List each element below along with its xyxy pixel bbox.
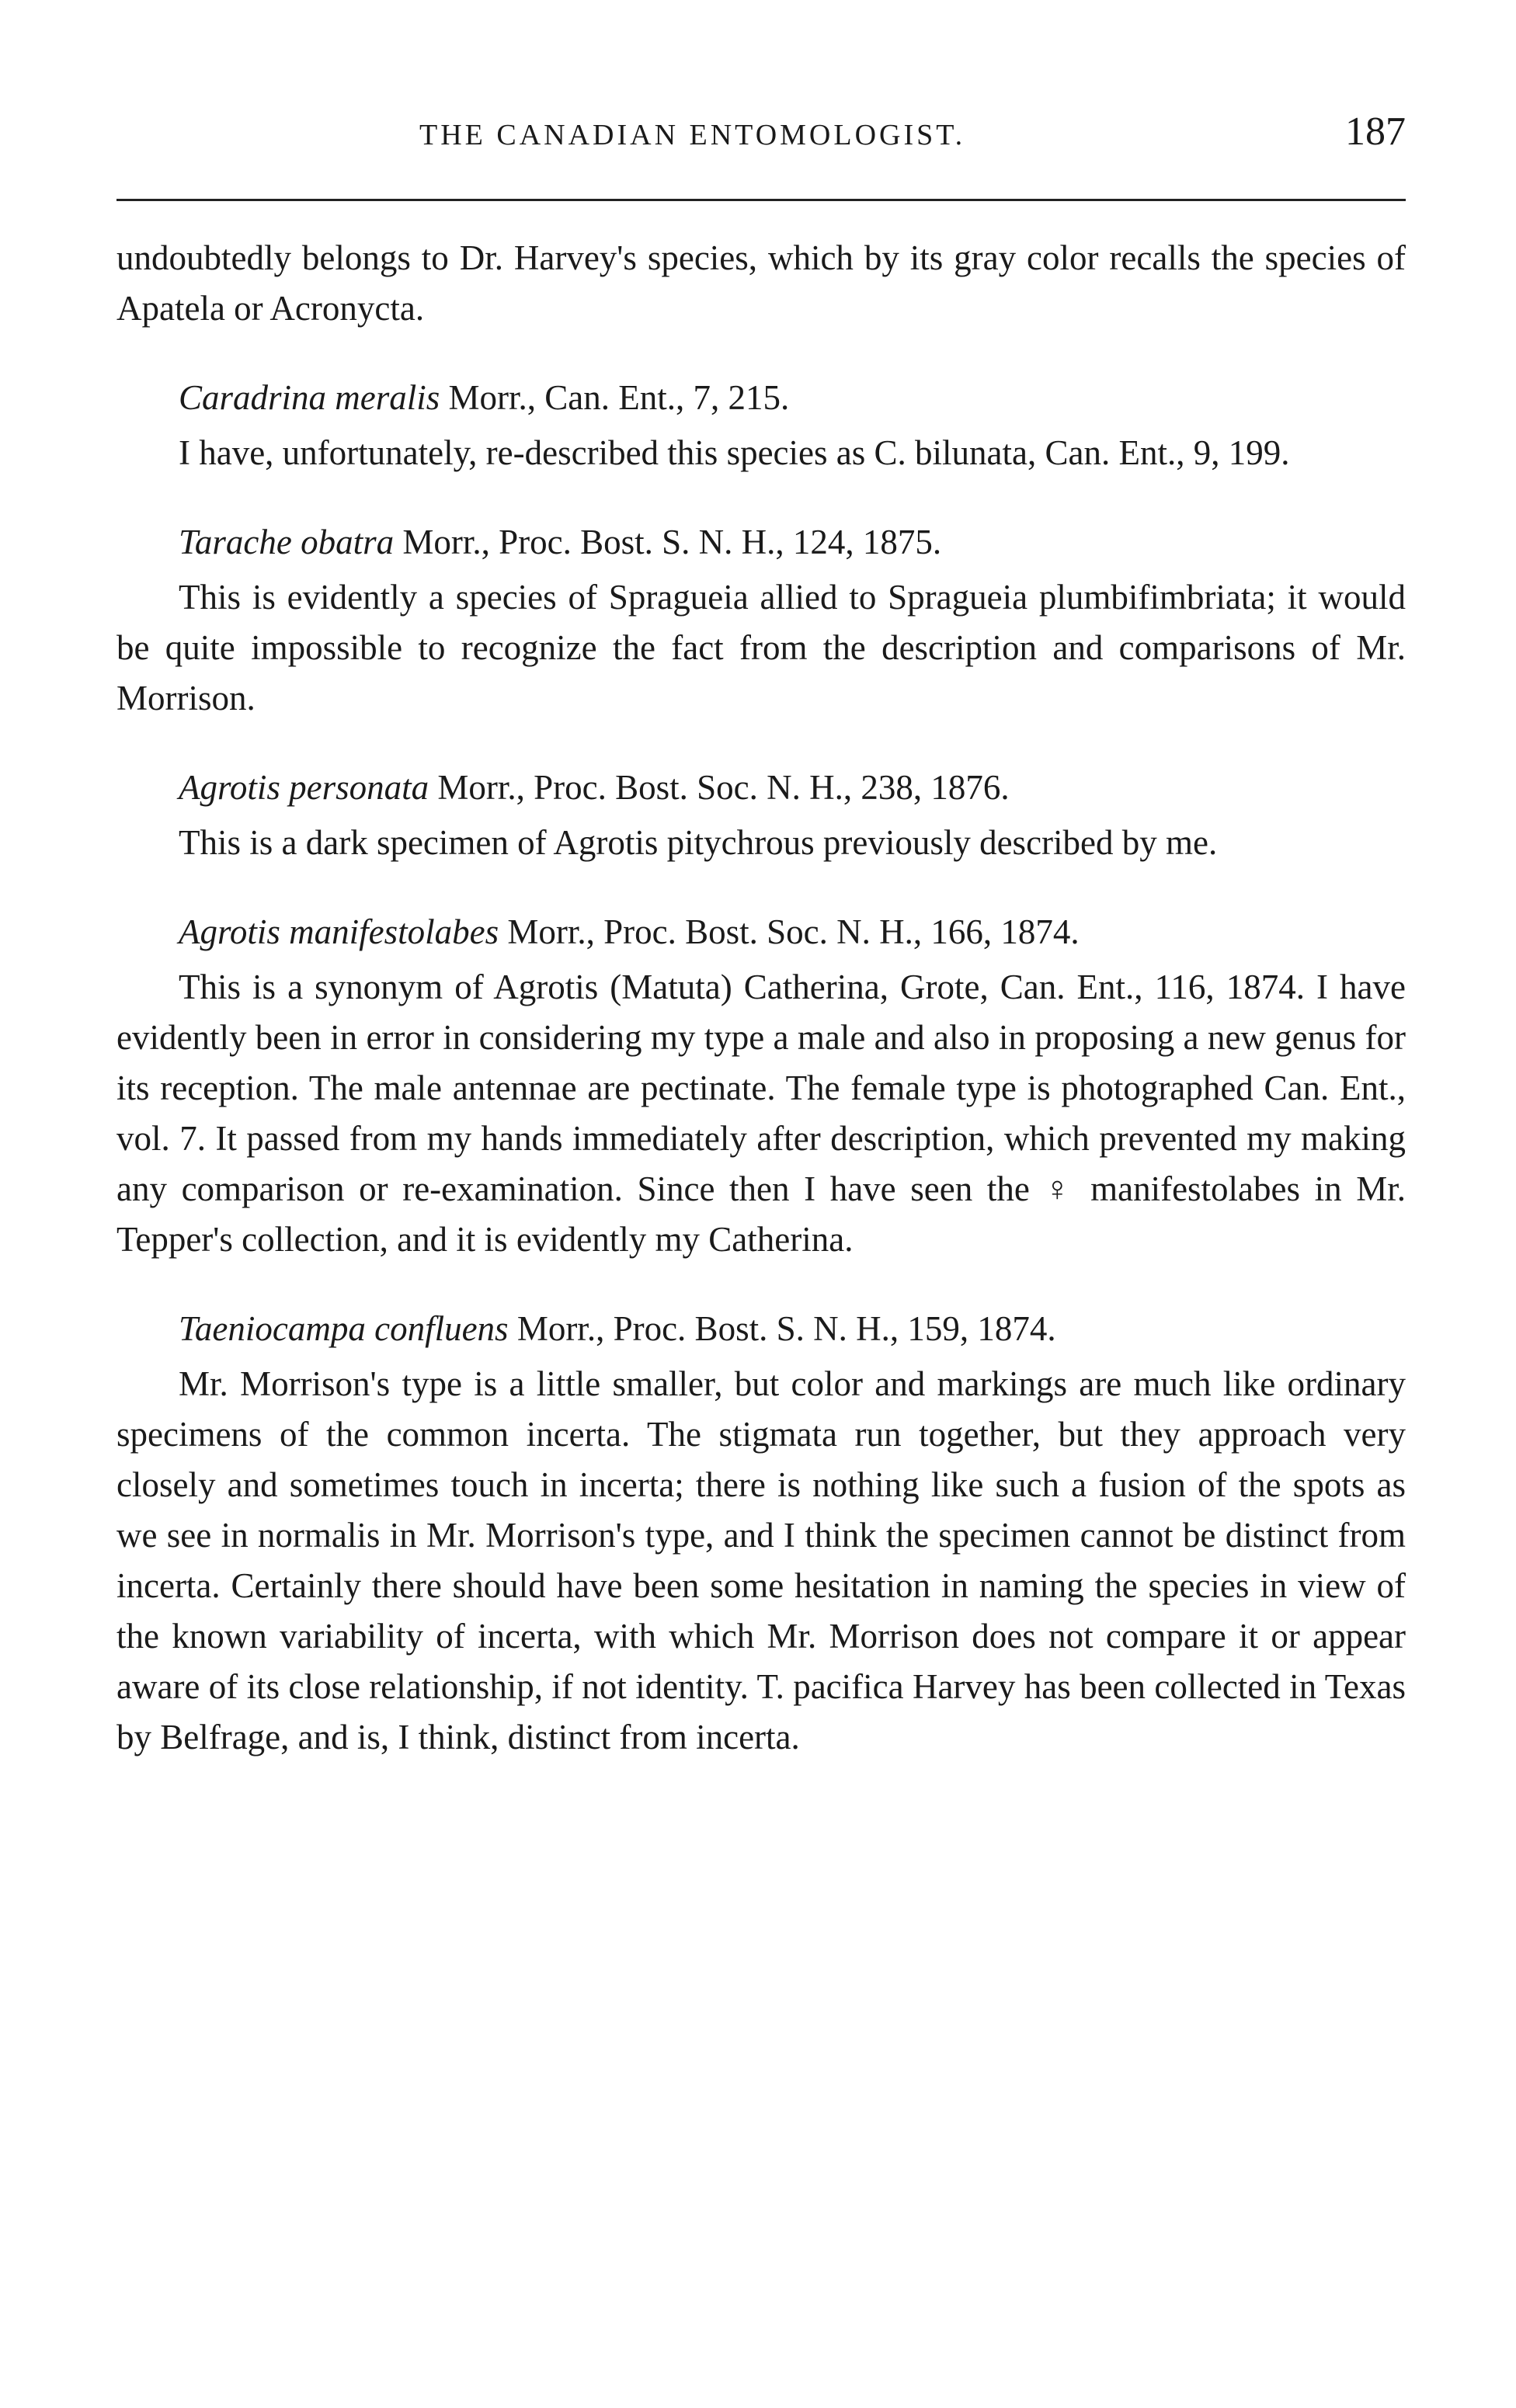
page-number: 187 [1345, 109, 1406, 154]
species-entry [116, 907, 1406, 957]
species-name: Agrotis manifestolabes [179, 912, 499, 951]
species-citation: Morr., Proc. Bost. Soc. N. H., 238, 1876. [429, 768, 1010, 807]
species-name: Taeniocampa confluens [179, 1309, 509, 1348]
species-entry [116, 1304, 1406, 1354]
species-citation: Morr., Proc. Bost. S. N. H., 159, 1874. [508, 1309, 1056, 1348]
paragraph: I have, unfortunately, re-described this species as C. bilunata, Can. Ent., 9, 199. [179, 433, 1290, 472]
species-citation: Morr., Proc. Bost. Soc. N. H., 166, 1874. [499, 912, 1080, 951]
species-citation: Morr., Can. Ent., 7, 215. [440, 378, 790, 417]
paragraph: Mr. Morrison's type is a little smaller, but color and markings are much like ordinary specimens of the common incerta. The stigmata run together, but they approach very closely and sometimes touch in incerta; there is nothing like such a fusion of the spots as we see in normalis in Mr. Morrison's type, and I think the specimen cannot be distinct from incerta. Certainly there should have been some hesitation in naming the species in view of the known variability of incerta, with which Mr. Morrison does not compare it or appear aware of its close relationship, if not identity. T. pacifica Harvey has been collected in Texas by Belfrage, and is, I think, distinct from incerta. [116, 1364, 1406, 1756]
species-entry [116, 373, 1406, 423]
paragraph: This is a synonym of Agrotis (Matuta) Catherina, Grote, Can. Ent., 116, 1874. I have evidently been in error in considering my type a male and also in proposing a new genus for its reception. The male antennae are pectinate. The female type is photographed Can. Ent., vol. 7. It passed from my hands immediately after description, which prevented my making any comparison or re-examination. Since then I have seen the ♀ manifestolabes in Mr. Tepper's collection, and it is evidently my Catherina. [116, 968, 1406, 1259]
species-entry [116, 763, 1406, 813]
paragraph-continuation: undoubtedly belongs to Dr. Harvey's species, which by its gray color recalls the species of Apatela or Acronycta. [116, 238, 1406, 328]
species-entry [116, 517, 1406, 568]
species-citation: Morr., Proc. Bost. S. N. H., 124, 1875. [394, 523, 942, 561]
header-rule [116, 199, 1406, 201]
page-header [116, 101, 1406, 163]
species-name: Tarache obatra [179, 523, 395, 561]
species-name: Agrotis personata [179, 768, 429, 807]
running-title: THE CANADIAN ENTOMOLOGIST. [419, 119, 966, 151]
paragraph: This is a dark specimen of Agrotis pitychrous previously described by me. [179, 823, 1218, 862]
book-page [116, 101, 1406, 1756]
page-body [116, 233, 1406, 1763]
species-name: Caradrina meralis [179, 378, 440, 417]
paragraph: This is evidently a species of Spragueia allied to Spragueia plumbifimbriata; it would be quite impossible to recognize the fact from the description and comparisons of Mr. Morrison. [116, 578, 1406, 718]
